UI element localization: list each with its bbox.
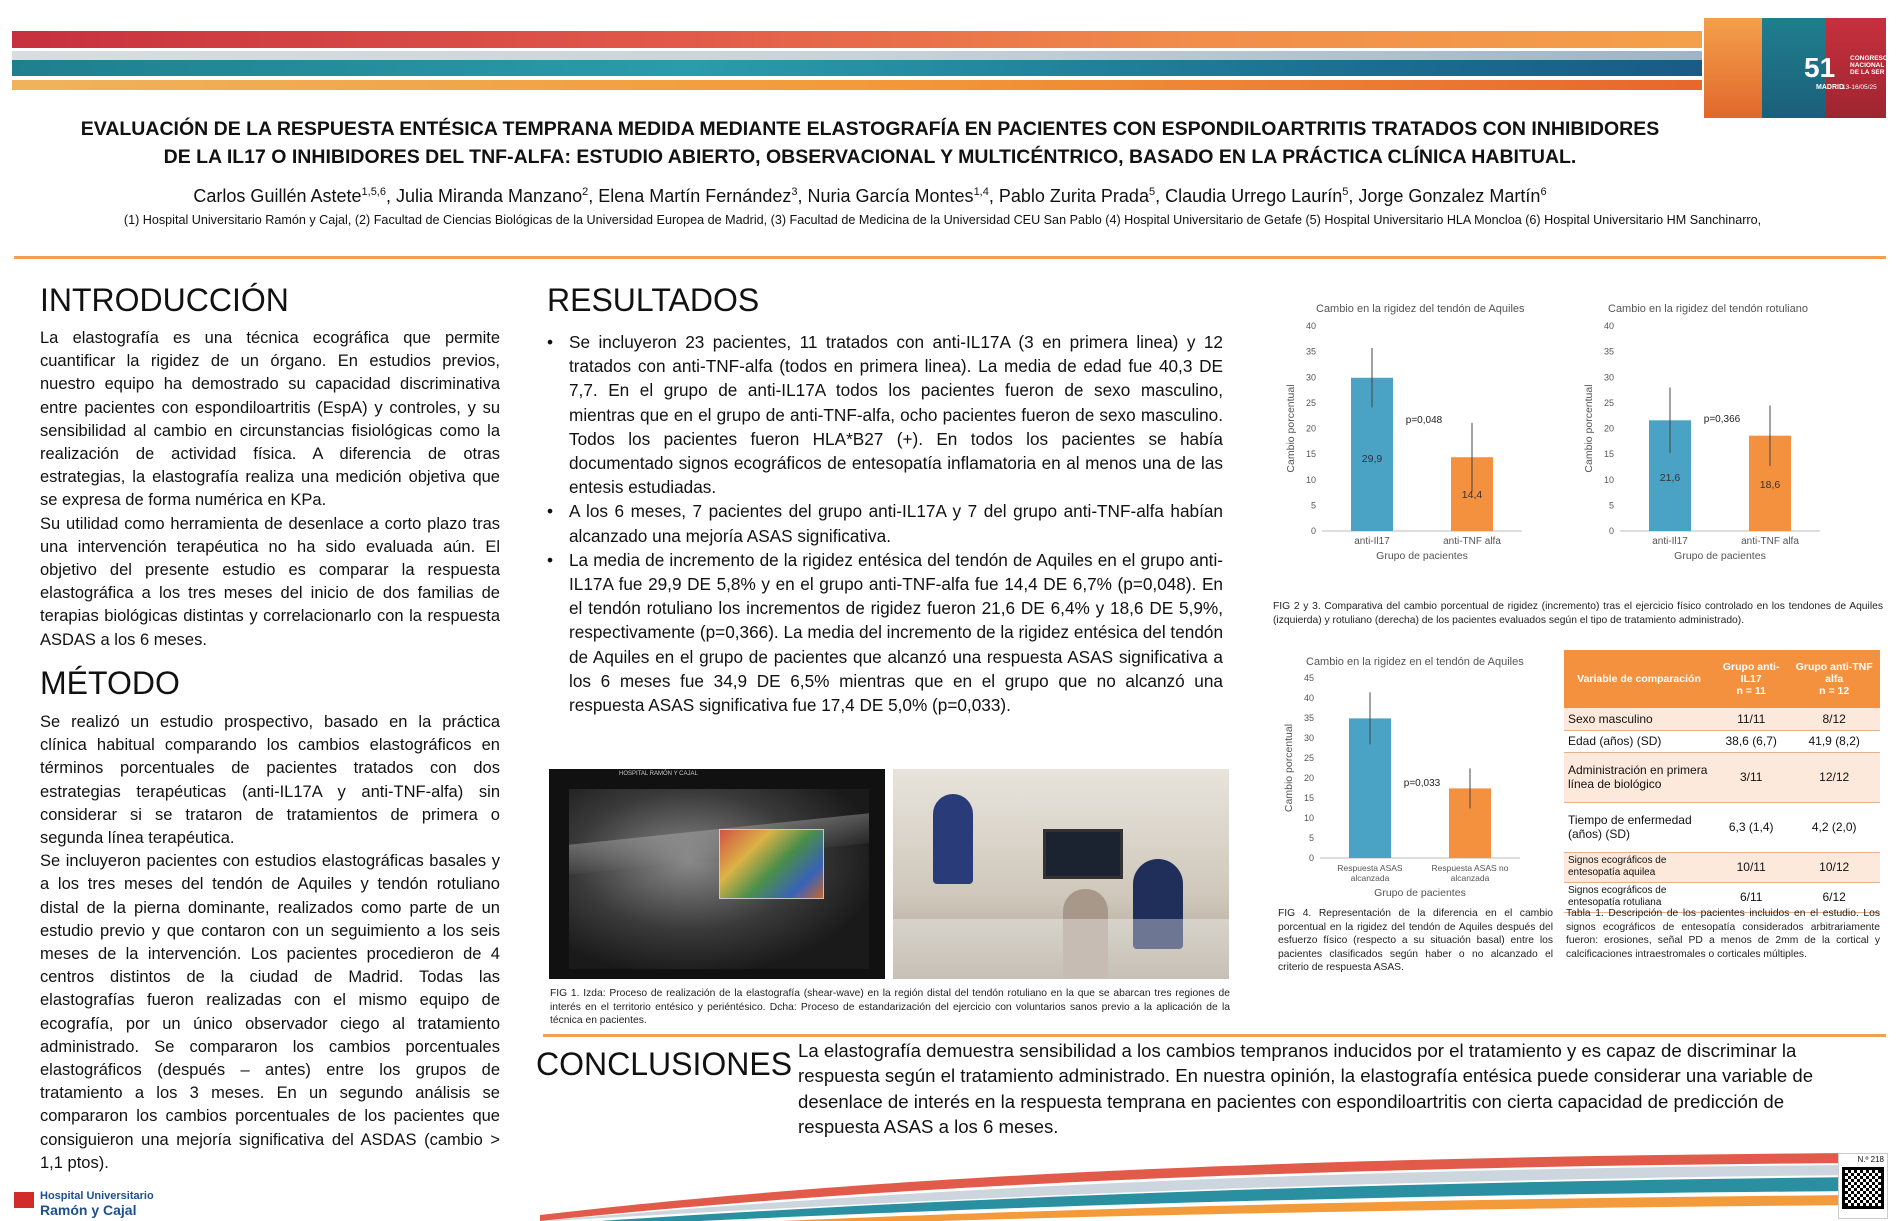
header-divider — [14, 256, 1886, 259]
congress-logo — [1704, 18, 1886, 118]
author-name: Elena Martín Fernández — [598, 186, 792, 206]
y-axis-label: Cambio porcentual — [1583, 384, 1595, 473]
poster-number: N.º 218 — [1857, 1155, 1884, 1164]
poster-title — [20, 115, 1720, 171]
table-cell-tnf: 8/12 — [1788, 708, 1880, 730]
hospital-name-line1: Hospital Universitario — [40, 1190, 154, 1202]
table-cell-variable: Sexo masculino — [1564, 708, 1714, 730]
table-cell-variable: Signos ecográficos de entesopatía rotuliana — [1564, 882, 1714, 912]
y-tick-label: 45 — [1303, 673, 1314, 683]
chart-3 — [1276, 670, 1566, 910]
p-value-annotation: p=0,048 — [1405, 415, 1443, 426]
y-tick-label: 30 — [1303, 733, 1314, 743]
p-value-annotation: p=0,366 — [1703, 414, 1741, 425]
table-cell-tnf: 12/12 — [1788, 752, 1880, 802]
y-axis-label: Cambio porcentual — [1283, 723, 1295, 813]
table-cell-tnf: 6/12 — [1788, 882, 1880, 912]
x-tick-label: anti-Il17 — [1354, 536, 1390, 547]
table-cell-variable: Tiempo de enfermedad (años) (SD) — [1564, 802, 1714, 852]
intro-paragraph-1: La elastografía es una técnica ecográfica que permite cuantificar la rigidez de un órgano. En estudios previos, nuestro equipo ha demostrado su capacidad discriminativa entre pacientes con espondiloartritis (EspA) y controles, y su sensibilidad al cambio en circunstancias fisiológicas como la realización de actividad física. A diferencia de otras estrategias, la elastografía realiza una medición objetiva que se expresa de forma numérica en KPa. — [40, 329, 500, 510]
y-tick-label: 5 — [1308, 833, 1314, 843]
table-caption: Tabla 1. Descripción de los pacientes incluidos en el estudio. Los signos ecográficos de entesopatía considerados arbitrariamente fueron: erosiones, señal PD a menos de 2mm de la cortical y calcificaciones intraestromales o corticales múltiples. — [1566, 908, 1880, 960]
y-tick-label: 35 — [1305, 346, 1316, 357]
intro-heading: INTRODUCCIÓN — [40, 282, 289, 318]
fig4-caption: FIG 4. Representación de la diferencia en el cambio porcentual en la rigidez del tendón de Aquiles después del esfuerzo físico (respecto a su situación basal) entre los pacientes clasificados según haber o no alcanzado el criterio de respuesta ASAS. — [1278, 908, 1553, 973]
chart-3-title: Cambio en la rigidez en el tendón de Aquiles — [1306, 656, 1524, 668]
results-list — [545, 330, 1223, 717]
header-band-3 — [12, 60, 1702, 76]
y-tick-label: 15 — [1603, 449, 1614, 460]
bar-value-label: 29,9 — [1361, 453, 1383, 466]
y-tick-label: 10 — [1603, 474, 1614, 485]
method-paragraph-1: Se realizó un estudio prospectivo, basado en la práctica clínica habitual comparando los cambios elastográficos en términos porcentuales de pacientes tratados con dos estrategias terapéuticas (anti-IL17A y anti-TNF-alfa) sin considerar si se trataron de tratamientos de primera o segunda línea terapéutica. — [40, 713, 500, 848]
ultrasound-header-label: HOSPITAL RAMÓN Y CAJAL — [619, 771, 698, 777]
table-row — [1564, 708, 1880, 730]
table-cell-tnf: 4,2 (2,0) — [1788, 802, 1880, 852]
author-name: Carlos Guillén Astete — [193, 186, 362, 206]
x-axis-label: Grupo de pacientes — [1674, 550, 1766, 562]
y-tick-label: 20 — [1305, 423, 1316, 434]
author-name: Claudia Urrego Laurín — [1165, 186, 1343, 206]
y-tick-label: 5 — [1310, 500, 1316, 511]
header-band-1 — [12, 31, 1702, 48]
table-row — [1564, 752, 1880, 802]
y-tick-label: 40 — [1305, 321, 1316, 331]
intro-text — [40, 327, 500, 652]
qr-code-icon — [1842, 1167, 1884, 1209]
table-header-variable: Variable de comparación — [1564, 650, 1714, 708]
patients-table — [1564, 650, 1880, 913]
table-cell-il17: 38,6 (6,7) — [1714, 730, 1788, 752]
y-tick-label: 0 — [1310, 526, 1316, 536]
author-affiliation-number: 5 — [1342, 186, 1349, 198]
table-row — [1564, 802, 1880, 852]
y-tick-label: 15 — [1303, 793, 1314, 803]
table-cell-tnf: 41,9 (8,2) — [1788, 730, 1880, 752]
exercise-photo — [893, 769, 1229, 979]
header-band-2 — [12, 51, 1702, 60]
table-cell-il17: 10/11 — [1714, 852, 1788, 882]
authors: Carlos Guillén Astete$^{1,5,6}$, Julia Miranda Manzano$^2$, Elena Martín Fernández$^3$, Nuria García Montes$^{1,4}$, Pablo Zurita Prada$^5$, Claudia Urrego Laurín$^5$, Jorge Gonzalez Martín$^6$ — [193, 186, 1547, 206]
hospital-logo — [14, 1190, 174, 1218]
y-tick-label: 40 — [1603, 321, 1614, 331]
chart-2 — [1576, 318, 1846, 574]
author-name: Nuria García Montes — [807, 186, 974, 206]
y-tick-label: 30 — [1603, 372, 1614, 383]
elastography-roi — [719, 829, 824, 899]
x-tick-label: Respuesta ASAS no — [1431, 863, 1509, 873]
x-tick-label: anti-Il17 — [1652, 536, 1688, 547]
y-tick-label: 30 — [1305, 372, 1316, 383]
table-row — [1564, 730, 1880, 752]
results-heading: RESULTADOS — [547, 282, 760, 318]
x-tick-label: anti-TNF alfa — [1443, 536, 1501, 547]
congress-line3: DE LA SER — [1850, 69, 1885, 76]
fig1-caption: FIG 1. Izda: Proceso de realización de la elastografía (shear-wave) en la región distal del tendón rotuliano en la que se abarcan tres regiones de interés en el territorio entésico y periéntésico. Dcha: Proceso de estandarización del ejercicio con voluntarios sanos previo a la aplicación de la técnica en pacientes. — [550, 988, 1230, 1026]
x-tick-label: alcanzada — [1450, 873, 1490, 883]
table-cell-variable: Signos ecográficos de entesopatía aquilea — [1564, 852, 1714, 882]
hospital-logo-icon — [14, 1192, 34, 1208]
y-tick-label: 0 — [1308, 853, 1314, 863]
method-text — [40, 711, 500, 1175]
y-tick-label: 15 — [1305, 449, 1316, 460]
congress-line1: CONGRESO — [1850, 55, 1888, 62]
table-cell-il17: 11/11 — [1714, 708, 1788, 730]
author-affiliation-number: 5 — [1148, 186, 1156, 198]
y-axis-label: Cambio porcentual — [1285, 384, 1297, 473]
y-tick-label: 20 — [1603, 423, 1614, 434]
y-tick-label: 20 — [1303, 773, 1314, 783]
congress-line2: NACIONAL — [1850, 62, 1885, 69]
congress-dates: 13-16/05/25 — [1842, 84, 1877, 91]
table-cell-variable: Administración en primera línea de biológico — [1564, 752, 1714, 802]
footer-wave — [540, 1145, 1860, 1221]
table-cell-variable: Edad (años) (SD) — [1564, 730, 1714, 752]
chart-1-title: Cambio en la rigidez del tendón de Aquiles — [1316, 303, 1525, 315]
hospital-name-line2: Ramón y Cajal — [40, 1202, 137, 1218]
chart-1 — [1278, 318, 1548, 574]
author-affiliation-number: 1,4 — [973, 186, 989, 198]
y-tick-label: 35 — [1303, 713, 1314, 723]
bar-value-label: 21,6 — [1659, 472, 1681, 485]
author-name: Julia Miranda Manzano — [396, 186, 583, 206]
method-paragraph-2: Se incluyeron pacientes con estudios elastográficas basales y a los tres meses del tendón de Aquiles y tendón rotuliano distal de la pierna dominante, realizados como parte de un estudio previo y que contaron con un seguimiento a los seis meses de la intervención. Los pacientes procedieron de 4 centros distintos de la ciudad de Madrid. Todas las elastografías fueron realizadas con el mismo equipo de ecografía, por un único observador ciego al tratamiento administrado. Se compararon los cambios porcentuales elastográficos (después – antes) entre los grupos de tratamiento a los 3 meses. En un segundo análisis se compararon los cambios porcentuales de los pacientes que consiguieron una mejoría significativa del ASDAS (cambio > 1,1 ptos). — [40, 852, 500, 1172]
conclusions-divider — [543, 1034, 1886, 1037]
y-tick-label: 35 — [1603, 346, 1614, 357]
author-name: Pablo Zurita Prada — [998, 186, 1149, 206]
qr-box — [1838, 1153, 1888, 1219]
table-row — [1564, 852, 1880, 882]
conclusions-heading: CONCLUSIONES — [536, 1046, 793, 1082]
y-tick-label: 25 — [1603, 397, 1614, 408]
y-tick-label: 40 — [1303, 693, 1314, 703]
intro-paragraph-2: Su utilidad como herramienta de desenlace a corto plazo tras una intervención terapéutica no ha sido evaluada aún. El objetivo del presente estudio es comparar la respuesta elastográfica a los tres meses del inicio de dos familias de terapias biológicas distintas y correlacionarlo con la respuesta ASDAS a los 6 meses. — [40, 514, 500, 649]
affiliations: (1) Hospital Universitario Ramón y Cajal, (2) Facultad de Ciencias Biológicas de la Universidad Europea de Madrid, (3) Facultad de Medicina de la Universidad CEU San Pablo (4) Hospital Universitario de Getafe (5) Hospital Universitario HLA Moncloa (6) Hospital Universitario HM Sanchinarro, — [123, 213, 1762, 227]
ultrasound-image — [549, 769, 885, 979]
title-line-2: DE LA IL17 O INHIBIDORES DEL TNF-ALFA: ESTUDIO ABIERTO, OBSERVACIONAL Y MULTICÉNTRICO, BASADO EN LA PRÁCTICA CLÍNICA HABITUAL. — [163, 146, 1577, 168]
results-bullet-1: • Se incluyeron 23 pacientes, 11 tratados con anti-IL17A (3 en primera linea) y 12 tratados con anti-TNF-alfa (todos en primera linea). La media de edad fue 40,3 DE 7,7. En el grupo de anti-IL17A todos los pacientes fueron de sexo masculino, mientras que en el grupo de anti-TNF-alfa, ocho pacientes fueron de sexo masculino. Todos los pacientes fueron HLA*B27 (+). En todos los pacientes se había documentado signos ecográficos de entesopatía inflamatoria en al menos una de las entesis estudiadas. — [545, 330, 1223, 499]
fig23-caption: FIG 2 y 3. Comparativa del cambio porcentual de rigidez (incremento) tras el ejercicio físico controlado en los tendones de Aquiles (izquierda) y rotuliano (derecha) de los pacientes evaluados según el tipo de tratamiento administrado). — [1273, 601, 1883, 626]
author-affiliation-number: 6 — [1540, 186, 1547, 198]
x-axis-label: Grupo de pacientes — [1374, 887, 1466, 899]
p-value-annotation: p=0,033 — [1403, 778, 1441, 789]
author-affiliation-number: 3 — [791, 186, 798, 198]
chart-2-title: Cambio en la rigidez del tendón rotuliano — [1608, 303, 1808, 315]
x-tick-label: anti-TNF alfa — [1741, 536, 1799, 547]
y-tick-label: 5 — [1608, 500, 1614, 511]
conclusions-text: La elastografía demuestra sensibilidad a los cambios tempranos inducidos por el tratamiento y es capaz de discriminar la respuesta según el tratamiento administrado. En nuestra opinión, la elastografía entésica puede considerar una variable de desenlace de interés en la respuesta temprana en pacientes con espondiloartritis con cierta capacidad de predicción de respuesta ASAS a los 6 meses. — [798, 1040, 1814, 1137]
bar-value-label: 14,4 — [1461, 488, 1483, 501]
x-tick-label: alcanzada — [1350, 873, 1390, 883]
bar-value-label: 18,6 — [1759, 479, 1781, 492]
author-affiliation-number: 2 — [582, 186, 589, 198]
header-band-4 — [12, 80, 1702, 90]
y-tick-label: 25 — [1303, 753, 1314, 763]
y-tick-label: 10 — [1303, 813, 1314, 823]
table-cell-il17: 6,3 (1,4) — [1714, 802, 1788, 852]
congress-number: 51 — [1804, 52, 1836, 83]
title-line-1: EVALUACIÓN DE LA RESPUESTA ENTÉSICA TEMPRANA MEDIDA MEDIANTE ELASTOGRAFÍA EN PACIENTES CON ESPONDILOARTRITIS TRATADOS CON INHIBIDORES — [80, 118, 1660, 140]
table-cell-tnf: 10/12 — [1788, 852, 1880, 882]
y-tick-label: 10 — [1305, 474, 1316, 485]
table-cell-il17: 6/11 — [1714, 882, 1788, 912]
table-header-tnf: Grupo anti-TNF alfa n = 12 — [1788, 650, 1880, 708]
author-affiliation-number: 1,5,6 — [361, 186, 386, 198]
table-cell-il17: 3/11 — [1714, 752, 1788, 802]
congress-city: MADRID — [1816, 84, 1844, 91]
table-header-il17: Grupo anti-IL17 n = 11 — [1714, 650, 1788, 708]
results-bullet-3: • La media de incremento de la rigidez entésica del tendón de Aquiles en el grupo anti-IL17A fue 29,9 DE 5,8% y en el grupo anti-TNF-alfa fue 14,4 DE 6,7% (p=0,048). En el tendón rotuliano los incrementos de rigidez fueron 21,6 DE 6,4% y 18,6 DE 5,9%, respectivamente (p=0,366). La media del incremento de la rigidez entésica del tendón de Aquiles en el grupo de pacientes que alcanzó una respuesta ASAS significativa a los 6 meses fue 34,9 DE 6,5% mientras que en el grupo que no alcanzó una respuesta ASAS significativa fue 17,4 DE 5,0% (p=0,033). — [545, 548, 1223, 717]
author-name: Jorge Gonzalez Martín — [1358, 186, 1541, 206]
x-axis-label: Grupo de pacientes — [1376, 550, 1468, 562]
results-bullet-2: • A los 6 meses, 7 pacientes del grupo anti-IL17A y 7 del grupo anti-TNF-alfa habían alcanzado una mejoría ASAS significativa. — [545, 499, 1223, 547]
y-tick-label: 25 — [1305, 397, 1316, 408]
method-heading: MÉTODO — [40, 665, 180, 701]
x-tick-label: Respuesta ASAS — [1337, 863, 1403, 873]
y-tick-label: 0 — [1608, 526, 1614, 536]
